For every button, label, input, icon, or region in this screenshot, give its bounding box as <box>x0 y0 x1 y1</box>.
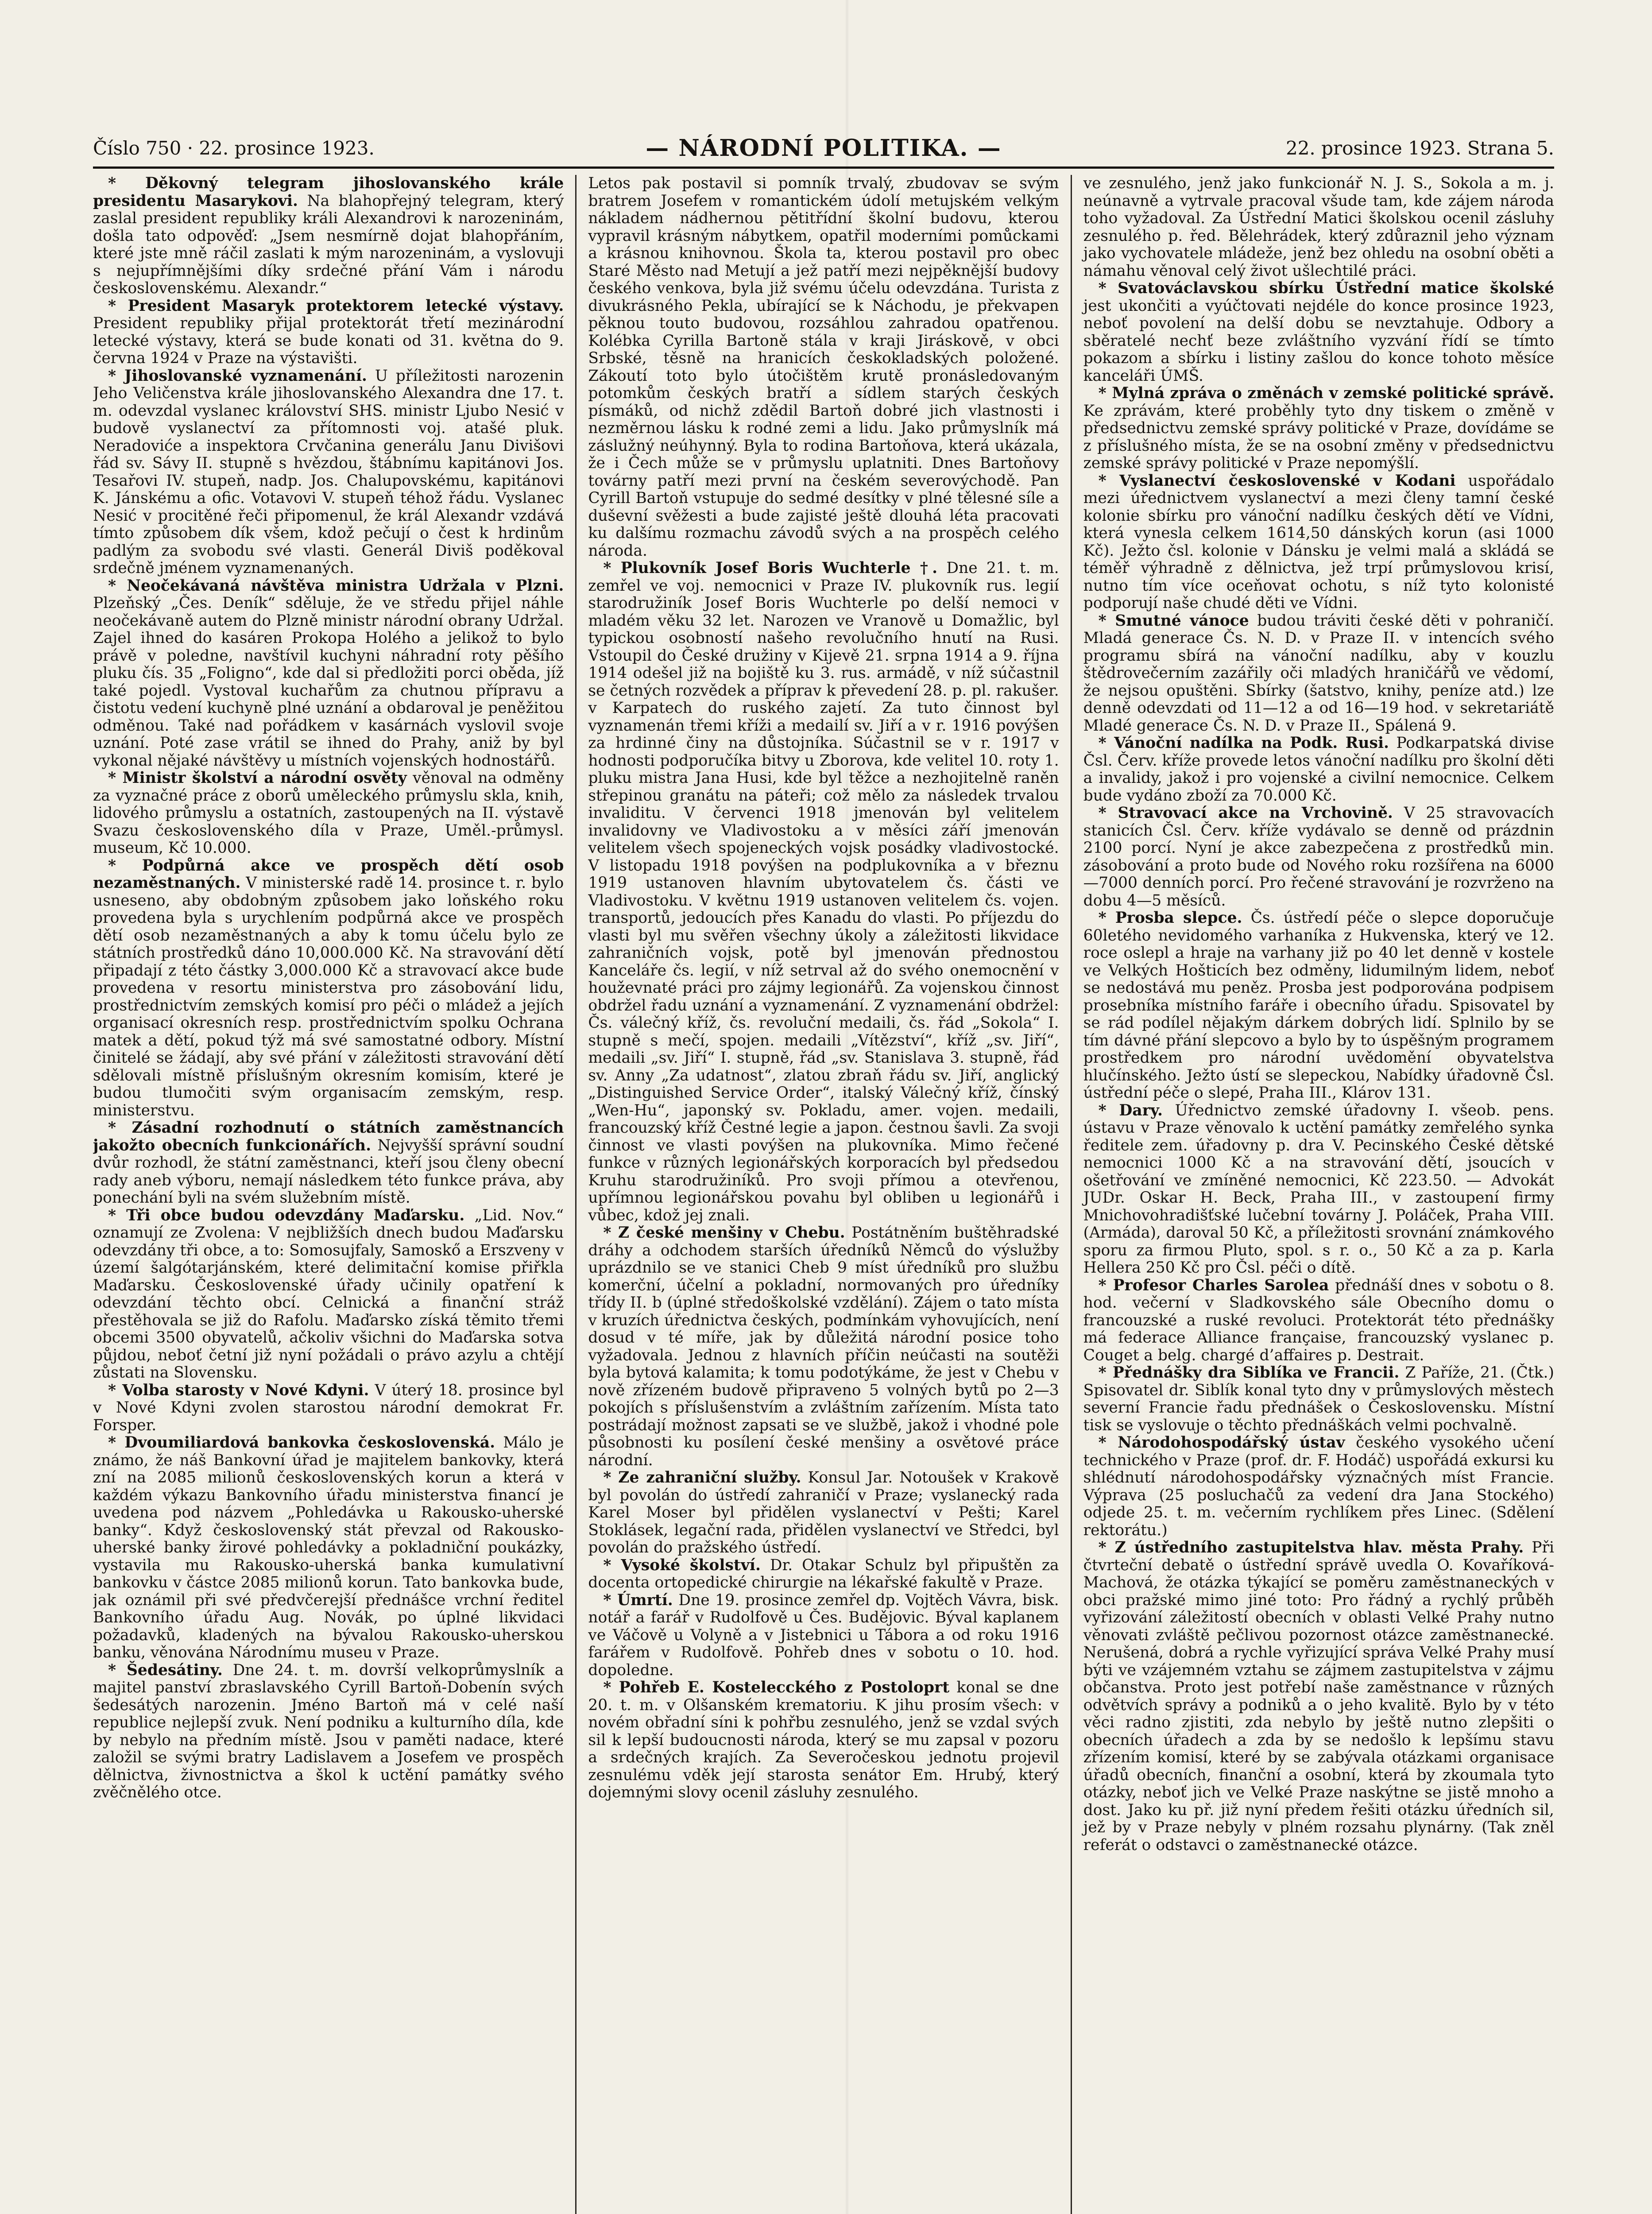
article <box>93 1119 564 1207</box>
article-text: Málo je známo, že náš Bankovní úřad je majitelem bankovky, která zní na 2085 milionů československých korun a která v každém výkazu Bankovního úřadu ministerstva financí je uvedena pod názvem „Pohledávka u Rakousko-uherské banky“. Když československý stát převzal od Rakousko-uherské banky žirové pohledávky a pokladniční poukázky, vystavila mu Rakousko-uherská banka kumulativní bankovku v částce 2085 milionů korun. Tato bankovka bude, jak oznámil při své předvčerejší přednášce vrchní ředitel Bankovního úřadu Aug. Novák, po úplné likvidaci požadavků, kladených na bývalou Rakousko-uherskou banku, věnována Národnímu museu v Praze. <box>93 1434 564 1661</box>
article <box>588 560 1059 1224</box>
article-text: Postátněním buštěhradské dráhy a odchodem starších úředníků Němců do výslužby uprázdnilo se ve stanici Cheb 9 míst úředníků pro službu komerční, účelní a pokladní, normovaných pro úředníky třídy II. b (úplné středoškolské vzdělání). Zájem o tato místa v kruzích úřednictva českých, podmínkám vyhovujících, není dosud v té míře, jak by důležitá národní posice toho vyžadovala. Jednou z hlavních příčin neúčasti na soutěži byla bytová kalamita; k tomu podotýkáme, že jest v Chebu v nově zřízeném budově připraveno 5 volných bytů po 2—3 pokojích s příslušenstvím a zvláštním zařízením. Místa tato postrádají možnost zapsati se ve službě, jakož i vhodné pole působnosti ku posílení české menšiny a osvětové práce národní. <box>588 1224 1059 1469</box>
article-headline: * Prosba slepce. <box>1098 909 1242 927</box>
article-headline: * Zásadní rozhodnutí o státních zaměstnancích jakožto obecních funkcionářích. <box>93 1119 564 1154</box>
article <box>93 175 564 298</box>
article-headline: * Vysoké školství. <box>603 1556 761 1574</box>
article-headline: * Mylná zpráva o změnách v zemské politické správě. <box>1098 384 1554 402</box>
article-text: Dr. Otakar Schulz byl připuštěn za docenta ortopedické chirurgie na lékařské fakultě v Praze. <box>588 1556 1059 1591</box>
article-headline: * Vyslanectví československé v Kodani <box>1098 472 1456 490</box>
article <box>1083 1277 1554 1365</box>
article <box>1083 1434 1554 1539</box>
article-headline: * Stravovací akce na Vrchovině. <box>1098 804 1393 822</box>
article-text: Při čtvrteční debatě o ústřední správě uvedla O. Kovaříková-Machová, že otázka týkající se poměru zaměstnaneckých v obci pražské mimo jiné toto: Pro řádný a rychlý průběh vyřizování záležitostí obecních v oblasti Velké Prahy nutno věnovati zvláště pečlivou pozornost otázce zaměstnanecké. Nerušená, dobrá a rychle vyřizující správa Velké Prahy musí býti ve vzájemném vztahu se zájmem zastupitelstva v zájmu občanstva. Proto jest potřebí naše zaměstnance v různých odvětvích správy a podniků a o jeho kvalitě. Bylo by v této věci radno zjistiti, zda nebylo by ještě nutno zlepšiti o obecních úřadech a zda by se nedošlo k lepšímu stavu zřízením komisí, které by se zabývala otázkami organisace úřadů obecních, finanční a osobní, která by zkoumala tyto otázky, neboť jich ve Velké Praze naskýtne se jistě mnoho a dost. Jako ku př. již nyní předem řešiti otázku úředních sil, jež by v Praze nebyly v plném rozsahu plynárny. (Tak zněl referát o odstavci o zaměstnanecké otázce. <box>1083 1539 1554 1854</box>
article <box>1083 1539 1554 1854</box>
article-text: Čs. ústředí péče o slepce doporučuje 60letého nevidomého varhaníka z Hukvenska, který ve 12. roce oslepl a hraje na varhany již po 40 let denně v kostele ve Velkých Hošticích bez odměny, lidumilným lidem, neboť se nedostává mu peněz. Prosba jest podporována podpisem prosebníka místního faráře i obecního úřadu. Spisovatel by se rád podílel nějakým dárkem dobrých lidí. Splnilo by se tím dávné přání slepcovo a bylo by to úspěšným programem prostředkem pro národní uvědomění obyvatelstva hlučínského. Ježto ústí se slepeckou, Nabídky úřadovně Čsl. ústřední péče o slepé, Praha III., Klárov 131. <box>1083 909 1554 1102</box>
article-headline: * Přednášky dra Siblíka ve Francii. <box>1098 1364 1400 1382</box>
article-text: „Lid. Nov.“ oznamují ze Zvolena: V nejbližších dnech budou Maďarsku odevzdány tři obce, a to: Somosujfaly, Samoskő a Erszveny v území šalgótarjánském, které delimitační komise přiřkla Maďarsku. Československé úřady učinily opatření k odevzdání těchto obcí. Celnická a finanční stráž přestěhovala se již do Rafolu. Maďarsko získá těmito třemi obcemi 3500 obyvatelů, ačkoliv všichni do Maďarska sotva půjdou, neboť četní již nyní požádali o právo azylu a chtějí zůstati na Slovensku. <box>93 1206 564 1382</box>
article <box>93 298 564 368</box>
article-text: V úterý 18. prosince byl v Nové Kdyni zvolen starostou národní demokrat Fr. Forsper. <box>93 1381 564 1434</box>
article <box>588 175 1059 560</box>
article <box>1083 1364 1554 1434</box>
article <box>1083 385 1554 472</box>
newspaper-page <box>93 133 1554 2214</box>
article-headline: * Národohospodářský ústav <box>1098 1434 1345 1451</box>
article <box>588 1592 1059 1680</box>
article <box>1083 805 1554 910</box>
article-text: Nejvyšší správní soudní dvůr rozhodl, že státní zaměstnanci, kteří jsou členy obecní rady aneb výboru, nemají následkem této funkce práva, aby ponechání byli na svém služebním místě. <box>93 1136 564 1207</box>
article-text: jest ukončiti a vyúčtovati nejdéle do konce prosince 1923, neboť povolení na delší dobu se nevztahuje. Odbory a sběratelé nechť beze zvláštního vyzvání řídí se tímto pokazom a sbírku i listiny zašlou do konce tohoto měsíce kanceláři ÚMŠ. <box>1083 297 1554 385</box>
column-2 <box>575 175 1070 2214</box>
article-text: uspořádalo mezi úřednictvem vyslanectví a mezi členy tamní české kolonie sbírku pro vánoční nadílku českých dětí ve Vídni, která vynesla celkem 1614,50 dánských korun (asi 1000 Kč). Ježto čsl. kolonie v Dánsku je velmi malá a skládá se téměř výhradně z dělnictva, jež trpí průmyslovou krisí, nutno tím více oceňovat ochotu, s níž tyto kolonisté podporují naše chudé děti ve Vídni. <box>1083 472 1554 612</box>
article-headline: * Neočekávaná návštěva ministra Udržala v Plzni. <box>108 577 564 595</box>
article <box>1083 472 1554 612</box>
article-text: Na blahopřejný telegram, který zaslal president republiky králi Alexandrovi k narozeninám, došla tato odpověď: „Jsem nesmírně dojat blahopřáním, které jste mně ráčil zaslati k mým narozeninám, a vyslovuji s nejupřímnějšími díky srdečné přání Vám i národu československému. Alexandr.“ <box>93 192 564 297</box>
article-text: Z Paříže, 21. (Čtk.) Spisovatel dr. Siblík konal tyto dny v průmyslových městech severní Francie řadu přednášek o Československu. Místní tisk se vyslovuje o těchto přednáškách velmi pochvalně. <box>1083 1364 1554 1434</box>
article-headline: * Svatováclavskou sbírku Ústřední matice školské <box>1098 279 1554 297</box>
article <box>1083 1102 1554 1277</box>
article-headline: * Ze zahraniční služby. <box>603 1469 801 1486</box>
issue-number: Číslo 750 · 22. prosince 1923. <box>93 137 375 159</box>
article-headline: * Vánoční nadílka na Podk. Rusi. <box>1098 734 1389 752</box>
article-headline: * Ministr školství a národní osvěty <box>108 769 407 787</box>
article-text: V ministerské radě 14. prosince t. r. bylo usneseno, aby obdobným způsobem jako loňského roku provedena byla s urychlením podpůrná akce ve prospěch dětí osob nezaměstnaných a aby k tomu účelu bylo ze státních prostředků dáno 10,000.000 Kč. Na stravování dětí připadají z této částky 3,000.000 Kč a stravovací akce bude provedena v resortu ministerstva pro zásobování lidu, prostřednictvím zemských komisí pro péči o mládež a jejích organisací okresních resp. prostřednictvím spolku Ochrana matek a dětí, pokud týž má své samostatné odbory. Místní činitelé se žádají, aby své přání v záležitosti stravování dětí sdělovali místně příslušným okresním komisím, které je budou tlumočiti svým organisacím zemským, resp. ministerstvu. <box>93 874 564 1119</box>
article-text: budou tráviti české děti v pohraničí. Mladá generace Čs. N. D. v Praze II. v intencích svého programu sbírá na vánoční nadílku, aby v kouzlu štědrovečerním zazářily oči mladých hraničářů ve vědomí, že nejsou opuštěni. Sbírky (šatstvo, knihy, peníze atd.) lze denně odevzdati od 11—12 a od 16—19 hod. v sekretariátě Mladé generace Čs. N. D. v Praze II., Spálená 9. <box>1083 612 1554 735</box>
article-headline: * Dvoumiliardová bankovka československá. <box>108 1434 495 1451</box>
article-text: konal se dne 20. t. m. v Olšanském krematoriu. K jihu prosím všech: v novém obřadní síni k pohřbu zesnulého, jenž se vzdal svých sil k lepší budoucnosti národa, který se mu zapsal v pozoru a srdečných krajích. Za Severočeskou jednotu projevil zesnulému vděk její starosta senátor Em. Hrubý, který dojemnými slovy ocenil zásluhy zesnulého. <box>588 1679 1059 1801</box>
article <box>1083 280 1554 385</box>
article <box>93 1382 564 1435</box>
article-text: Konsul Jar. Notoušek v Krakově byl povolán do ústředí zahraničí v Praze; vyslanecký rada Karel Moser byl přidělen vyslanectví v Pešti; Karel Stoklásek, legační rada, přidělen vyslanectví ve Středci, byl povolán do pražského ústředí. <box>588 1469 1059 1556</box>
article-text: věnoval na odměny za vyznačné práce z oborů uměleckého průmyslu skla, knih, lidového průmyslu a ostatních, zastoupených na II. výstavě Svazu československého díla v Praze, Uměl.-průmysl. museum, Kč 10.000. <box>93 769 564 857</box>
article-headline: * Úmrtí. <box>603 1591 673 1609</box>
article-headline: * President Masaryk protektorem letecké výstavy. <box>108 297 564 315</box>
article-text: českého vysokého učení technického v Praze (prof. dr. F. Hodáč) uspořádá exkursi ku shlédnutí národohospodářsky význačných míst Francie. Výprava (25 posluchačů za vedení dra Jana Stockého) odjede 25. t. m. večerním rychlíkem přes Linec. (Sdělení rektorátu.) <box>1083 1434 1554 1539</box>
page-header <box>93 133 1554 164</box>
article <box>93 368 564 577</box>
article-text: Ke zprávám, které proběhly tyto dny tiskem o změně v předsednictvu zemské správy politické v Praze, dovídáme se z příslušného místa, že se na osobní změny v předsednictvu zemské správy politické v Praze nepomýšlí. <box>1083 402 1554 472</box>
masthead-title: — NÁRODNÍ POLITIKA. — <box>646 135 1002 162</box>
article <box>1083 612 1554 735</box>
article-text: Letos pak postavil si pomník trvalý, zbudovav se svým bratrem Josefem v romantickém údolí metujském velkým nákladem nádhernou pětitřídní školní budovu, kterou vypravil krásným nábytkem, opatřil moderními pomůckami a krásnou knihovnou. Škola ta, kterou postavil pro obec Staré Město nad Metují a jež patří mezi nejpěknější budovy českého venkova, byla již svému účelu odevzdána. Turista z divukrásného Pekla, ubírající se k Náchodu, je překvapen pěknou touto budovou, rozsáhlou zahradou opatřenou. Kolébka Cyrilla Bartoně stála v kraji Jiráskově, v obci Srbské, těsně na hranicích českokladských položené. Zákoutí toto bylo útočištěm krutě pronásledovaným potomkům českých bratří a sídlem starých českých písmáků, od nichž zdědil Bartoň dobré jich vlastnosti i nezměrnou lásku k rodné zemi a lidu. Jako průmyslník má záslužný neúhynný. Byla to rodina Bartoňova, která ukázala, že i Čech může se v průmyslu uplatniti. Dnes Bartoňovy továrny patří mezi první na českém severovýchodě. Pan Cyrill Bartoň vstupuje do sedmé desítky v plné tělesné síle a duševní svěžesti a bude zajisté ještě dlouhá léta pracovati ku dalšímu rozmachu závodů svých a na prospěch celého národa. <box>588 175 1059 560</box>
article-text: ve zesnulého, jenž jako funkcionář N. J. S., Sokola a m. j. neúnavně a vytrvale pracoval všude tam, kde zájem národa toho vyžadoval. Za Ústřední Matici školskou ocenil zásluhy zesnulého p. řed. Bělehrádek, který zdůraznil jeho význam jako vychovatele mládeže, jenž bez ohledu na osobní oběti a námahu věnoval celý život ušlechtilé práci. <box>1083 175 1554 280</box>
article <box>1083 910 1554 1102</box>
columns <box>93 175 1554 2214</box>
article-headline: * Pohřeb E. Kostelecckého z Postoloprt <box>603 1679 950 1696</box>
article-headline: * Profesor Charles Sarolea <box>1098 1276 1329 1294</box>
article <box>93 857 564 1120</box>
article <box>588 1679 1059 1802</box>
article-text: přednáší dnes v sobotu o 8. hod. večerní v Sladkovského sále Obecního domu o francouzské a ruské revoluci. Protektorát této přednášky má federace Alliance française, francouzský vyslanec p. Couget a belg. chargé d’affaires p. Destrait. <box>1083 1276 1554 1364</box>
article <box>1083 735 1554 805</box>
article-headline: * Tři obce budou odevzdány Maďarsku. <box>108 1206 465 1224</box>
column-1 <box>93 175 575 2214</box>
article-headline: * Jihoslovanské vyznamenání. <box>108 367 367 385</box>
article <box>93 1434 564 1662</box>
article-text: President republiky přijal protektorát třetí mezinárodní letecké výstavy, která se bude konati od 31. května do 9. června 1924 v Praze na výstavišti. <box>93 314 564 367</box>
article-headline: * Volba starosty v Nové Kdyni. <box>108 1381 369 1399</box>
article-headline: * Šedesátiny. <box>108 1661 223 1679</box>
article <box>93 770 564 857</box>
column-3 <box>1071 175 1554 2214</box>
article <box>1083 175 1554 280</box>
article-text: U příležitosti narozenin Jeho Veličenstva krále jihoslovanského Alexandra dne 17. t. m. odevzdal vyslanec království SHS. ministr Ljubo Nesić v budově vyslanectví za přítomnosti voj. atašé pluk. Neradoviće a inspektora Crvčanina generálu Janu Divišovi řád sv. Sávy II. stupně s hvězdou, štábnímu kapitánovi Jos. Tesařovi IV. stupeň, nadp. Jos. Chalupovskému, kapitánovi K. Jánskému a ofic. Votavovi V. stupeň téhož řádu. Vyslanec Nesić v procitěné řeči připomenul, že král Alexandr vzdává tímto způsobem dík všem, kdož pečují o čest k hrdinům padlým za svobodu své vlasti. Generál Diviš poděkoval srdečně jménem vyznamenaných. <box>93 367 564 577</box>
article-headline: * Plukovník Josef Boris Wuchterle †. <box>603 559 938 577</box>
article <box>93 1207 564 1382</box>
article <box>588 1224 1059 1469</box>
article-headline: * Z ústředního zastupitelstva hlav. města Prahy. <box>1098 1539 1524 1556</box>
article-text: V 25 stravovacích stanicích Čsl. Červ. kříže vydávalo se denně od prázdnin 2100 porcí. Nyní je akce zabezpečena z prostředků min. zásobování a proto bude od Nového roku rozšířena na 6000—7000 denních porcí. Pro řečené stravování je rozvrženo na dobu 4—5 měsíců. <box>1083 804 1554 910</box>
article-text: Plzeňský „Čes. Deník“ sděluje, že ve středu přijel náhle neočekávaně autem do Plzně ministr národní obrany Udržal. Zajel ihned do kasáren Prokopa Holého a jelikož to bylo právě v poledne, navštívil kuchyni náhradní roty pěšího pluku čís. 35 „Foligno“, kde dal si předložiti porci oběda, jíž také pojedl. Vystoval kuchařům za chutnou přípravu a čistotu vedení kuchyně plné uznání a obdaroval je peněžitou odměnou. Také nad pořádkem v kasárnách vyslovil svoje uznání. Poté zase vrátil se ihned do Prahy, aniž by byl vykonal nějaké návštěvy u místních vojenských hodnostářů. <box>93 594 564 770</box>
article-text: Dne 21. t. m. zemřel ve voj. nemocnici v Praze IV. plukovník rus. legií starodružiník Josef Boris Wuchterle po delší nemoci v mladém věku 32 let. Narozen ve Vranově u Domažlic, byl typickou osobností našeho revolučního hnutí na Rusi. Vstoupil do České družiny v Kijevě 21. srpna 1914 a 9. října 1914 odešel již na bojiště ku 3. rus. armádě, v níž súčastnil se četných rozvědek a příprav k převedení 28. p. pl. rakušer. v Karpatech do ruského zajetí. Za tuto činnost byl vyznamenán třemi kříži a medailí sv. Jiří a v r. 1916 povýšen za hrdinné činy na důstojníka. Súčastnil se v r. 1917 v hodnosti podporučíka bitvy u Zborova, kde velitel 10. roty 1. pluku mistra Jana Husi, kde byl těžce a nezhojitelně raněn střepinou granátu na páteři; což mělo za následek trvalou invaliditu. V červenci 1918 jmenován byl velitelem invalidovny ve Vladivostoku a v měsíci září jmenován velitelem všech spojeneckých vojsk posádky vladivostocké. V listopadu 1918 povýšen na podplukovníka a v březnu 1919 ustanoven hlavním ubytovatelem čs. části ve Vladivostoku. V květnu 1919 ustanoven velitelem čs. vojen. transportů, jedoucích přes Kanadu do vlasti. Po příjezdu do vlasti byl mu svěřen všechny úkoly a záležitosti likvidace zahraničních vojsk, potě byl jmenován přednostou Kanceláře čs. legií, v níž setrval až do svého onemocnění v houževnaté práci pro zájmy legionářů. Za vojenskou činnost obdržel řadu uznání a vyznamenání. Z vyznamenání obdržel: Čs. válečný kříž, čs. revoluční medaili, čs. řád „Sokola“ I. stupně s mečí, spojen. medaili „Vítězství“, kříž „sv. Jiří“, medaili „sv. Jiří“ I. stupně, řád „sv. Stanislava 3. stupně, řád sv. Anny „Za udatnost“, zlatou zbraň řádu sv. Jiří, anglický „Distinguished Service Order“, italský Válečný kříž, čínský „Wen-Hu“, japonský sv. Pokladu, amer. vojen. medaili, francouzský kříž Čestné legie a japon. čestnou šavli. Za svoji činnost ve vlasti povýšen na plukovníka. Mimo řečené funkce v různých legionářských korporacích byl předsedou Kruhu starodružiníků. Pro svoji přímou a otevřenou, upřímnou legionářskou povahu byl obliben u legionářů i vůbec, kdož jej znali. <box>588 559 1059 1224</box>
article-text: Podkarpatská divise Čsl. Červ. kříže provede letos vánoční nadílku pro školní děti a invalidy, jakož i pro vojenské a civilní nemocnice. Celkem bude vydáno zboží za 70.000 Kč. <box>1083 734 1554 805</box>
article <box>588 1469 1059 1557</box>
article-text: Dne 19. prosince zemřel dp. Vojtěch Vávra, bisk. notář a farář v Rudolfově u Čes. Budějovic. Býval kaplanem ve Váčově u Volyně a v Jistebnici u Tábora a od roku 1916 farářem v Rudolfově. Pohřeb dnes v sobotu o 10. hod. dopoledne. <box>588 1591 1059 1679</box>
article-headline: * Smutné vánoce <box>1098 612 1249 630</box>
article-headline: * Děkovný telegram jihoslovanského krále presidentu Masarykovi. <box>93 175 564 210</box>
article-text: Dne 24. t. m. dovrší velkoprůmyslník a majitel panství zbraslavského Cyrill Bartoň-Dobenín svých šedesátých narozenin. Jméno Bartoň má v celé naší republice nejlepší zvuk. Není podniku a kulturního díla, kde by nebylo na předním místě. Jsou v paměti nadace, které založil se svými bratry Ladislavem a Josefem ve prospěch dělnictva, živnostnictva a škol k uctění památky svého zvěčnělého otce. <box>93 1661 564 1801</box>
article-headline: * Podpůrná akce ve prospěch dětí osob nezaměstnaných. <box>93 856 564 892</box>
article <box>93 1662 564 1802</box>
header-rule <box>93 166 1554 169</box>
article-headline: * Dary. <box>1098 1101 1163 1119</box>
date-and-page: 22. prosince 1923. Strana 5. <box>1285 137 1554 159</box>
article <box>588 1557 1059 1592</box>
article <box>93 577 564 770</box>
article-text: Úřednictvo zemské úřadovny I. všeob. pens. ústavu v Praze věnovalo k uctění památky zemřelého synka ředitele zem. úřadovny p. dra V. Pecinského České dětské nemocnici 1000 Kč a na stravování dětí, jsoucích v ošetřování ve zmíněné nemocnici, Kč 223.50. — Advokát JUDr. Oskar H. Beck, Praha III., v zastoupení firmy Mnichovohradišťské lučební továrny J. Poláček, Praha VIII. (Armáda), daroval 50 Kč, a příležitosti srovnání známkového sporu za firmou Pluto, spol. s r. o., 50 Kč a za p. Karla Hellera 250 Kč pro Čsl. péči o dítě. <box>1083 1101 1554 1277</box>
article-headline: * Z české menšiny v Chebu. <box>603 1224 845 1242</box>
